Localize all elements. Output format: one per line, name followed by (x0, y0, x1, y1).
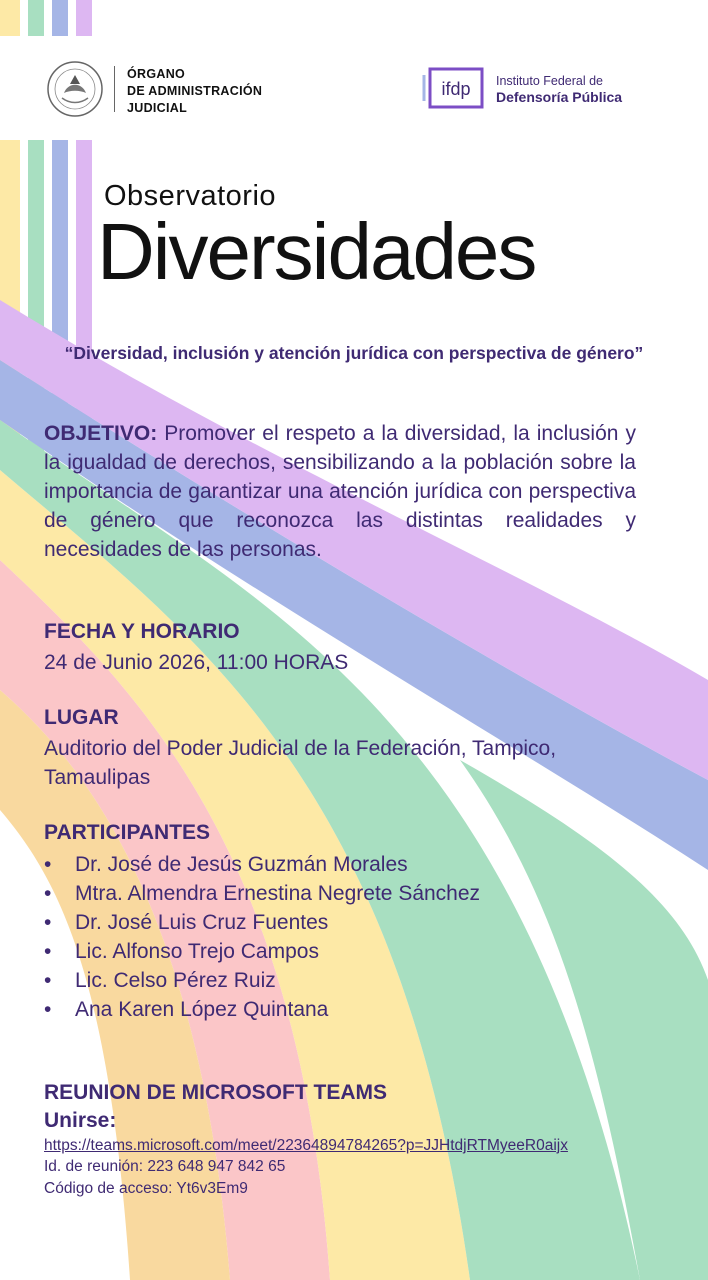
event-subtitle: “Diversidad, inclusión y atención jurídica con perspectiva de género” (64, 343, 644, 363)
top-stripes (0, 0, 92, 36)
place-heading: LUGAR (44, 706, 119, 729)
objective-label: OBJETIVO: (44, 422, 158, 445)
schedule-value: 24 de Junio 2026, 11:00 HORAS (44, 651, 349, 674)
title-diversidades: Diversidades (97, 207, 536, 296)
ifdp-line-2: Defensoría Pública (496, 89, 623, 105)
ifdp-name (496, 73, 622, 105)
mexican-seal-logo (46, 60, 104, 118)
objective-text: Promover el respeto a la diversidad, la inclusión y la igualdad de derechos, sensibilizando a la población sobre la importancia de garantizar una atención jurídica con perspectiva de género que reconozca las distintas realidades y necesidades de las personas. (44, 422, 636, 561)
ifdp-mark: ifdp (441, 79, 471, 99)
header-divider (114, 66, 115, 112)
place-line: Auditorio del Poder Judicial de la Federación, Tampico, (44, 737, 557, 760)
participant-item: • Ana Karen López Quintana (44, 995, 480, 1024)
participant-item: • Mtra. Almendra Ernestina Negrete Sánchez (44, 879, 480, 908)
org-line: DE ADMINISTRACIÓN (127, 84, 263, 98)
org-line: JUDICIAL (127, 101, 188, 115)
participant-item: • Dr. José Luis Cruz Fuentes (44, 908, 480, 937)
participant-item: • Dr. José de Jesús Guzmán Morales (44, 850, 480, 879)
place-line: Tamaulipas (44, 766, 151, 789)
place-value (44, 734, 644, 792)
participants-list (44, 850, 480, 1024)
join-label: Unirse: (44, 1109, 117, 1132)
teams-heading: REUNION DE MICROSOFT TEAMS (44, 1081, 388, 1104)
title-observatorio: Observatorio (104, 180, 277, 212)
org-name (127, 66, 262, 117)
org-line: ÓRGANO (127, 67, 186, 81)
meeting-id: Id. de reunión: 223 648 947 842 65 (44, 1158, 286, 1175)
participants-heading: PARTICIPANTES (44, 821, 211, 844)
ifdp-line-1: Instituto Federal de (496, 74, 604, 88)
schedule-heading: FECHA Y HORARIO (44, 620, 240, 643)
teams-meeting-link[interactable]: https://teams.microsoft.com/meet/22364894784265?p=JJHtdjRTMyeeR0aijx (44, 1137, 568, 1154)
objective-paragraph (44, 419, 636, 564)
participant-item: • Lic. Celso Pérez Ruiz (44, 966, 480, 995)
participant-item: • Lic. Alfonso Trejo Campos (44, 937, 480, 966)
ifdp-logo (422, 63, 488, 113)
meeting-passcode: Código de acceso: Yt6v3Em9 (44, 1180, 248, 1197)
